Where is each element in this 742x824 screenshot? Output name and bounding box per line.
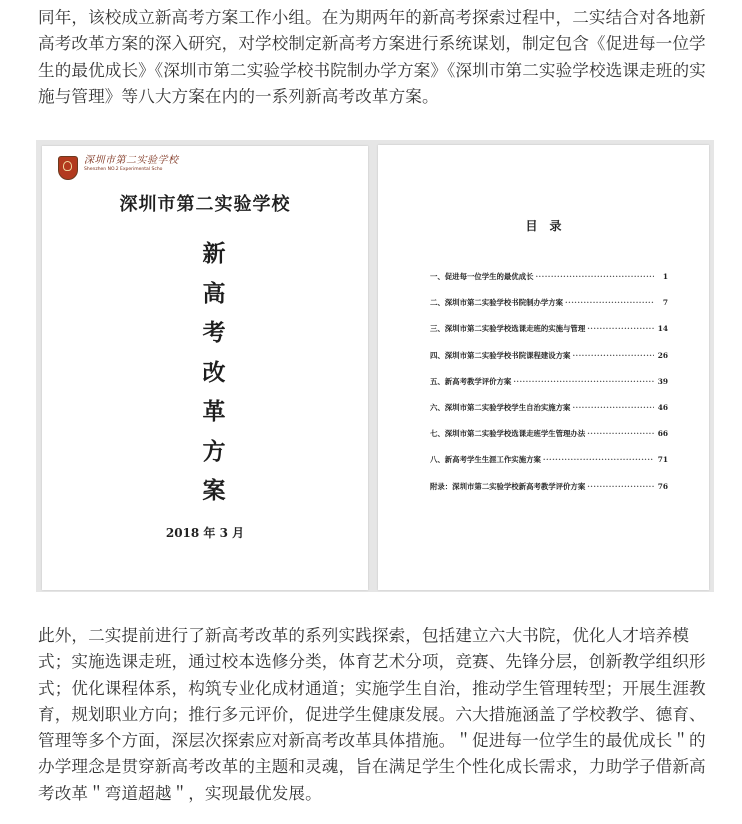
toc-heading: 目录 (525, 219, 574, 233)
toc-item-title: 六、深圳市第二实验学校学生自治实施方案 (430, 402, 571, 412)
title-char: 方 (202, 437, 226, 465)
toc-item (430, 297, 668, 323)
toc-item (430, 350, 668, 376)
toc-item-page: 71 (657, 455, 668, 465)
title-char: 革 (202, 398, 226, 425)
logo-chinese-name: 深圳市第二实验学校 (84, 155, 179, 166)
toc-dot-leader (587, 482, 654, 491)
toc-item-title: 附录：深圳市第二实验学校新高考教学评价方案 (430, 481, 586, 491)
school-logo (58, 156, 179, 180)
title-char: 改 (202, 358, 226, 386)
toc-item-title: 五、新高考教学评价方案 (430, 376, 512, 386)
toc-dot-leader (587, 429, 654, 438)
toc-dot-leader (535, 272, 654, 281)
toc-dot-leader (565, 298, 654, 307)
toc-item (430, 271, 668, 297)
toc-dot-leader (513, 377, 654, 386)
title-char: 高 (202, 279, 226, 307)
title-char: 新 (202, 240, 226, 267)
title-char: 案 (202, 477, 226, 504)
toc-item (430, 323, 668, 349)
toc-item-title: 一、促进每一位学生的最优成长 (430, 272, 534, 281)
toc-item-title: 七、深圳市第二实验学校选课走班学生管理办法 (430, 429, 586, 439)
logo-english-name: Shenzhen NO.2 Experimental Scho (84, 167, 163, 172)
toc-dot-leader (543, 455, 654, 464)
cover-date: 2018 年 3 月 (165, 526, 245, 540)
toc-list (430, 271, 668, 507)
toc-item-page: 26 (657, 350, 668, 360)
toc-item-title: 八、新高考学生生涯工作实施方案 (430, 455, 541, 465)
title-char: 考 (202, 319, 226, 346)
intro-paragraph: 同年，该校成立新高考方案工作小组。在为期两年的新高考探索过程中，二实结合对各地新高考改革方案的深入研究，对学校制定新高考方案进行系统谋划，制定包含《促进每一位学生的最优成长》《深圳市第二实验学校书院制办学方案》《深圳市第二实验学校选课走班的实施与管理》等八大方案在内的一系列新高考改革方案。 (38, 8, 706, 106)
toc-item-title: 四、深圳市第二实验学校书院课程建设方案 (430, 350, 571, 360)
toc-item-title: 二、深圳市第二实验学校书院制办学方案 (430, 298, 564, 308)
document-photo (36, 140, 714, 592)
school-crest-icon (58, 156, 78, 180)
toc-item-page: 14 (657, 324, 668, 334)
toc-dot-leader (587, 324, 654, 333)
cover-page (42, 146, 368, 590)
toc-item (430, 481, 668, 507)
toc-dot-leader (572, 351, 654, 360)
toc-item-page: 76 (657, 481, 668, 491)
toc-dot-leader (572, 403, 654, 412)
toc-item (430, 376, 668, 402)
toc-item (430, 402, 668, 428)
cover-vertical-title (202, 234, 226, 511)
cover-school-name: 深圳市第二实验学校 (119, 194, 291, 215)
toc-item-page: 39 (657, 376, 668, 386)
toc-item-title: 三、深圳市第二实验学校选课走班的实施与管理 (430, 324, 586, 334)
measures-paragraph: 此外，二实提前进行了新高考改革的系列实践探索，包括建立六大书院，优化人才培养模式；实施选课走班，通过校本选修分类，体育艺术分项，竞赛、先锋分层，创新教学组织形式；优化课程体系，构筑专业化成材通道；实施学生自治，推动学生管理转型；开展生涯教育，规划职业方向；推行多元评价，促进学生健康发展。六大措施涵盖了学校教学、德育、管理等多个方面，深层次探索应对新高考改革具体措施。＂促进每一位学生的最优成长＂的办学理念是贯穿新高考改革的主题和灵魂，旨在满足学生个性化成长需求，力助学子借新高考改革＂弯道超越＂，实现最优发展。 (38, 626, 706, 803)
toc-item-page: 7 (662, 298, 668, 308)
toc-item (430, 428, 668, 454)
table-of-contents-page (378, 145, 709, 590)
toc-item-page: 1 (662, 272, 668, 281)
toc-item-page: 66 (657, 429, 668, 439)
toc-item-page: 46 (657, 402, 668, 412)
toc-item (430, 454, 668, 480)
